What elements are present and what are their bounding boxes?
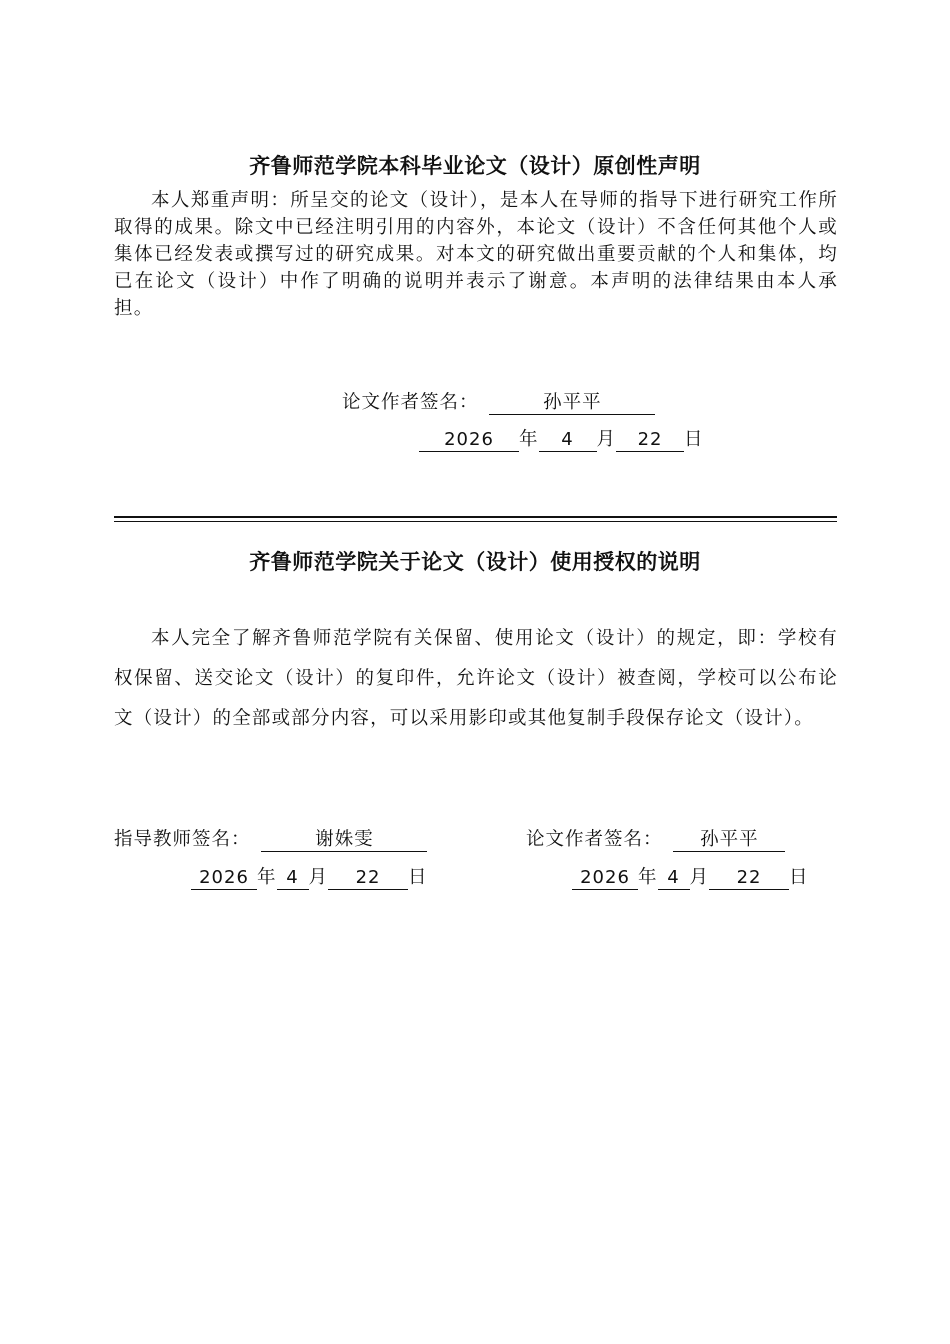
date-year-suffix: 年 <box>519 429 539 450</box>
date-year: 2026 <box>419 429 519 452</box>
author-date <box>572 863 809 890</box>
author-signature-2: 孙平平 <box>673 829 785 852</box>
advisor-date-month: 4 <box>277 867 309 890</box>
advisor-date-day: 22 <box>328 867 408 890</box>
author-date-year: 2026 <box>572 867 638 890</box>
author-signature-line <box>342 388 655 415</box>
author-date-month: 4 <box>658 867 690 890</box>
authorization-paragraph: 本人完全了解齐鲁师范学院有关保留、使用论文（设计）的规定，即：学校有权保留、送交论文（设计）的复印件，允许论文（设计）被查阅，学校可以公布论文（设计）的全部或部分内容，可以采用影印或其他复制手段保存论文（设计）。 <box>114 628 838 729</box>
declaration-paragraph: 本人郑重声明：所呈交的论文（设计），是本人在导师的指导下进行研究工作所取得的成果。除文中已经注明引用的内容外，本论文（设计）不含任何其他个人或集体已经发表或撰写过的研究成果。对本文的研究做出重要贡献的个人和集体，均已在论文（设计）中作了明确的说明并表示了谢意。本声明的法律结果由本人承担。 <box>114 190 838 319</box>
author-date-month-suffix: 月 <box>689 867 710 888</box>
advisor-date-year: 2026 <box>191 867 257 890</box>
author-signature: 孙平平 <box>489 392 655 415</box>
author-signature-label-2: 论文作者签名： <box>526 829 663 850</box>
author-date-day: 22 <box>709 867 789 890</box>
date-day-suffix: 日 <box>684 429 704 450</box>
advisor-signature-line <box>114 825 427 852</box>
date-month: 4 <box>539 429 597 452</box>
advisor-date-year-suffix: 年 <box>257 867 277 888</box>
author-date-year-suffix: 年 <box>638 867 658 888</box>
advisor-signature: 谢姝雯 <box>261 829 427 852</box>
declaration-date <box>419 425 704 452</box>
advisor-date <box>191 863 428 890</box>
divider-thick <box>114 516 837 518</box>
author-signature-label: 论文作者签名： <box>342 392 479 413</box>
divider-thin <box>114 521 837 522</box>
date-day: 22 <box>616 429 684 452</box>
authorization-title: 齐鲁师范学院关于论文（设计）使用授权的说明 <box>249 550 701 574</box>
author-date-day-suffix: 日 <box>789 867 809 888</box>
advisor-date-month-suffix: 月 <box>308 867 329 888</box>
author-signature-line-2 <box>526 825 785 852</box>
date-month-suffix: 月 <box>596 429 617 450</box>
advisor-signature-label: 指导教师签名： <box>114 829 251 850</box>
declaration-title: 齐鲁师范学院本科毕业论文（设计）原创性声明 <box>249 154 701 178</box>
advisor-date-day-suffix: 日 <box>408 867 428 888</box>
